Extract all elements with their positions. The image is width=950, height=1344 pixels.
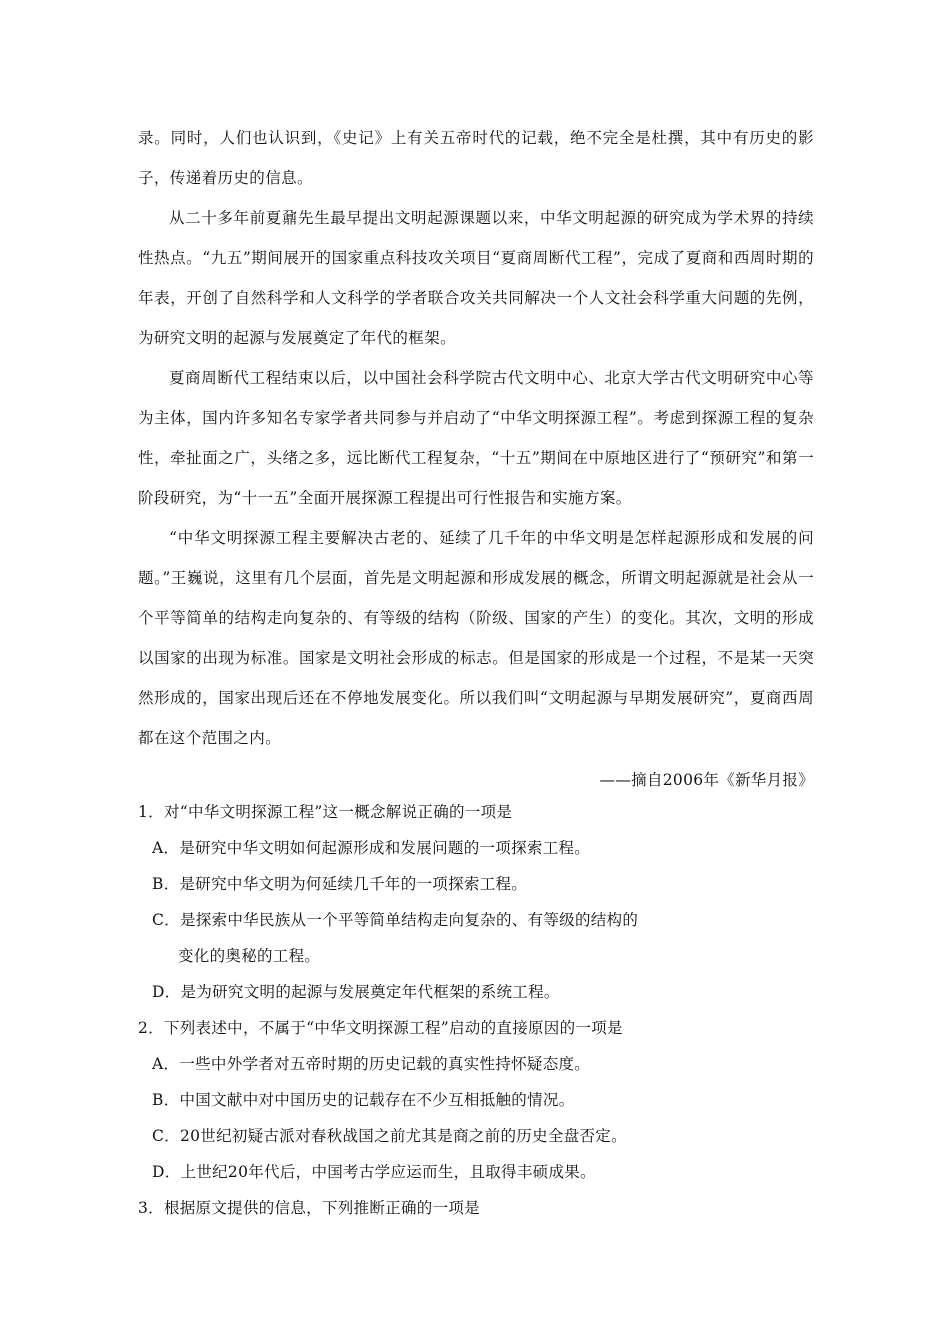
option-c-continued: 变化的奥秘的工程。 — [178, 947, 321, 965]
article-body — [138, 118, 814, 758]
article-paragraph: “中华文明探源工程主要解决古老的、延续了几千年的中华文明是怎样起源形成和发展的问题。”王巍说，这里有几个层面，首先是文明起源和形成发展的概念，所谓文明起源就是社会从一个平等简单的结构走向复杂的、有等级的结构（阶级、国家的产生）的变化。其次，文明的形成以国家的出现为标准。国家是文明社会形成的标志。但是国家的形成是一个过程，不是某一天突然形成的，国家出现后还在不停地发展变化。所以我们叫“文明起源与早期发展研究”，夏商西周都在这个范围之内。 — [138, 529, 814, 747]
question-stem: 1．对“中华文明探源工程”这一概念解说正确的一项是 — [138, 803, 513, 821]
option-c: C．20世纪初疑古派对春秋战国之前尤其是商之前的历史全盘否定。 — [152, 1127, 627, 1145]
article-paragraph: 从二十多年前夏鼐先生最早提出文明起源课题以来，中华文明起源的研究成为学术界的持续性热点。“九五”期间展开的国家重点科技攻关项目“夏商周断代工程”，完成了夏商和西周时期的年表，开创了自然科学和人文科学的学者联合攻关共同解决一个人文社会科学重大问题的先例，为研究文明的起源与发展奠定了年代的框架。 — [138, 209, 814, 347]
option-d: D．是为研究文明的起源与发展奠定年代框架的系统工程。 — [152, 983, 560, 1001]
article-source: ——摘自2006年《新华月报》 — [599, 771, 814, 789]
option-d: D．上世纪20年代后，中国考古学应运而生，且取得丰硕成果。 — [152, 1163, 596, 1181]
question-2 — [138, 1010, 814, 1190]
option-b: B．中国文献中对中国历史的记载存在不少互相抵触的情况。 — [152, 1091, 575, 1109]
question-stem: 3．根据原文提供的信息，下列推断正确的一项是 — [138, 1199, 480, 1217]
question-stem: 2．下列表述中，不属于“中华文明探源工程”启动的直接原因的一项是 — [138, 1019, 623, 1037]
question-3 — [138, 1190, 814, 1226]
article-paragraph: 夏商周断代工程结束以后，以中国社会科学院古代文明中心、北京大学古代文明研究中心等为主体，国内许多知名专家学者共同参与并启动了“中华文明探源工程”。考虑到探源工程的复杂性，牵扯面之广，头绪之多，远比断代工程复杂，“十五”期间在中原地区进行了“预研究”和第一阶段研究，为“十一五”全面开展探源工程提出可行性报告和实施方案。 — [138, 369, 814, 507]
question-1 — [138, 794, 814, 1010]
question-list — [138, 794, 814, 1226]
article-paragraph: 录。同时，人们也认识到，《史记》上有关五帝时代的记载，绝不完全是杜撰，其中有历史的影子，传递着历史的信息。 — [138, 129, 814, 187]
option-a: A．是研究中华文明如何起源形成和发展问题的一项探索工程。 — [152, 839, 591, 857]
option-b: B．是研究中华文明为何延续几千年的一项探索工程。 — [152, 875, 528, 893]
option-c: C．是探索中华民族从一个平等简单结构走向复杂的、有等级的结构的 — [152, 911, 639, 929]
option-a: A．一些中外学者对五帝时期的历史记载的真实性持怀疑态度。 — [152, 1055, 591, 1073]
